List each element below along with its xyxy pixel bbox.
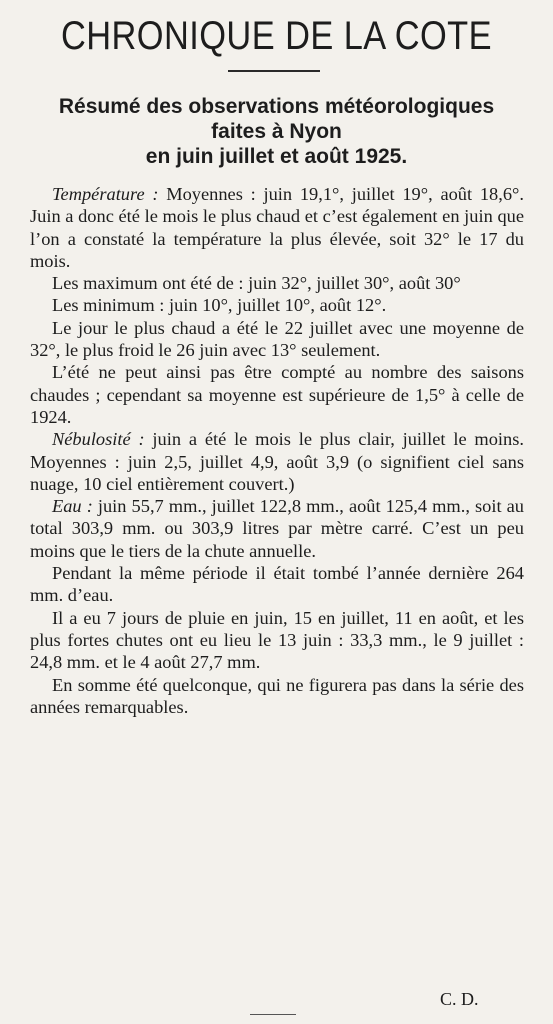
temperature-label: Température : [52,184,159,204]
nebulosite-label: Nébulosité : [52,429,145,450]
paragraph-eau [30,495,524,562]
paragraph-summer: L’été ne peut ainsi pas être compté au nombre des saisons chaudes ; cependant sa moyenne est supérieure de 1,5° à celle de 1924. [30,362,524,427]
subtitle-line-2: faites à Nyon [211,120,342,143]
paragraph-maximum: Les maximum ont été de : juin 32°, juillet 30°, août 30° [52,273,461,294]
eau-label: Eau : [52,496,93,517]
article-subtitle [0,94,553,169]
paragraph-temperature [30,183,524,272]
temperature-text: Moyennes : juin 19,1°, juillet 19°, août 18,6°. Juin a donc été le mois le plus chaud et c’est également en juin que l’on a constaté la température la plus élevée, soit 32° le 17 du mois. [30,184,524,271]
subtitle-line-3: en juin juillet et août 1925. [145,145,408,168]
subtitle-line-1: Résumé des observations météorologiques [58,95,495,118]
paragraph-minimum: Les minimum : juin 10°, juillet 10°, août 12°. [52,295,387,316]
page-title: CHRONIQUE DE LA COTE [60,14,493,58]
end-divider [250,1014,296,1015]
paragraph-nebulosite [30,428,524,495]
paragraph-conclusion: En somme été quelconque, qui ne figurera pas dans la série des années remarquables. [30,674,524,717]
paragraph-last-year: Pendant la même période il était tombé l’année dernière 264 mm. d’eau. [30,563,524,606]
author-signature: C. D. [440,989,479,1009]
nebulosite-text: juin a été le mois le plus clair, juillet le moins. Moyennes : juin 2,5, juillet 4,9, août 3,9 (o signifient ciel sans nuage, 10 ciel entièrement couvert.) [30,429,524,494]
title-divider [228,70,320,72]
paragraph-hottest: Le jour le plus chaud a été le 22 juillet avec une moyenne de 32°, le plus froid le 26 juin avec 13° seulement. [30,317,524,361]
paragraph-rain-days: Il a eu 7 jours de pluie en juin, 15 en juillet, 11 en août, et les plus fortes chutes ont eu lieu le 13 juin : 33,3 mm., le 9 juillet : 24,8 mm. et le 4 août 27,7 mm. [30,607,524,673]
eau-text: juin 55,7 mm., juillet 122,8 mm., août 125,4 mm., soit au total 303,9 mm. ou 303,9 litres par mètre carré. C’est un peu moins que le tiers de la chute annuelle. [30,496,524,561]
article-body [30,183,524,718]
